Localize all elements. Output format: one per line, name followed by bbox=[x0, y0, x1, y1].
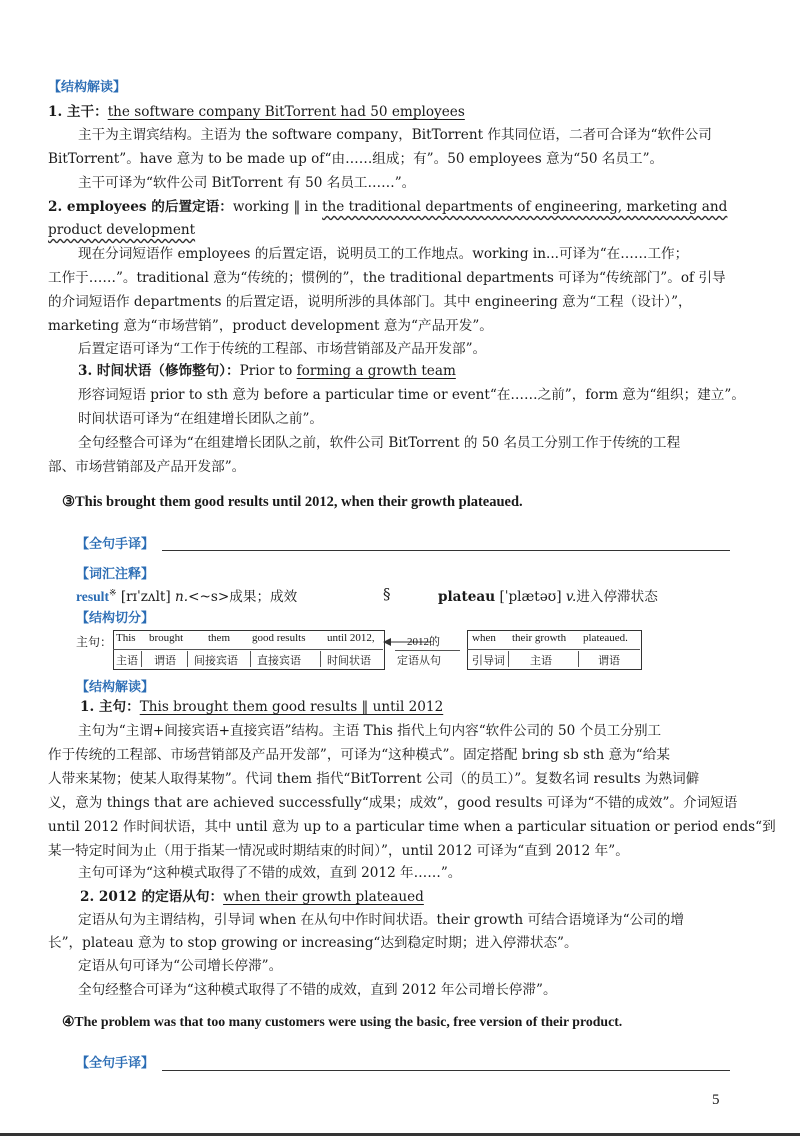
s1-line-2: BitTorrent”。have 意为 to be made up of“由……组成；有”。50 employees 意为“50 名员工”。 bbox=[48, 151, 664, 167]
s1-line-12: 部、市场营销部及产品开发部”。 bbox=[48, 459, 246, 475]
structure-split-tag: 【结构切分】 bbox=[76, 611, 155, 626]
main-cell-them: them bbox=[208, 632, 230, 644]
structure-analysis-tag-3: 【结构解读】 bbox=[76, 680, 155, 695]
s1-line-5: 工作于……”。traditional 意为“传统的；惯例的”，the traditional departments 可译为“传统部门”。of 引导 bbox=[48, 270, 726, 286]
structure-analysis-tag: 【结构解读】 bbox=[48, 80, 127, 95]
full-translation-tag-4: 【全句手译】 bbox=[76, 1056, 155, 1071]
main-cell-this: This bbox=[116, 632, 136, 644]
sub-cell-their-growth: their growth bbox=[512, 632, 567, 644]
vocab-tag: 【词汇注释】 bbox=[76, 567, 155, 582]
s3-line-7: 主句可译为“这种模式取得了不错的成效，直到 2012 年……”。 bbox=[78, 865, 462, 881]
vocab-plateau-pos: v. bbox=[565, 589, 577, 605]
s1-line-8: 后置定语可译为“工作于传统的工程部、市场营销部及产品开发部”。 bbox=[78, 341, 487, 357]
point-2-postmodifier bbox=[48, 196, 738, 218]
point-2-text-c: product development bbox=[48, 222, 196, 238]
sentence-4-text: The problem was that too many customers were using the basic, free version of their product. bbox=[74, 1014, 623, 1029]
sub-sep-1 bbox=[508, 651, 509, 667]
s3-line-9: 长”，plateau 意为 to stop growing or increasing“达到稳定时期；进入停滞状态”。 bbox=[48, 935, 578, 951]
point-1-label: 1. 主干： bbox=[48, 104, 108, 120]
vocab-plateau-ipa: [ˈplætəʊ] bbox=[499, 589, 562, 605]
s3-line-8: 定语从句为主谓结构，引导词 when 在从句中作时间状语。their growth 可结合语境译为“公司的增 bbox=[78, 912, 684, 928]
vocab-result-word: result bbox=[76, 589, 109, 604]
translation-line-4[interactable] bbox=[162, 1070, 730, 1071]
s1-line-11: 全句经整合可译为“在组建增长团队之前，软件公司 BitTorrent 的 50 名员工分别工作于传统的工程 bbox=[78, 435, 681, 451]
vocab-result-pos: n. bbox=[175, 589, 189, 605]
section-icon: § bbox=[383, 585, 391, 603]
point-2-continued bbox=[48, 219, 738, 241]
s1-line-4: 现在分词短语作 employees 的后置定语，说明员工的工作地点。working in...可译为“在……工作； bbox=[78, 246, 689, 262]
mid-divider bbox=[395, 650, 460, 651]
main-role-direct-object: 直接宾语 bbox=[257, 654, 301, 667]
sub-role-subject: 主语 bbox=[530, 654, 552, 667]
point-2-label: 2. employees 的后置定语： bbox=[48, 199, 233, 215]
sub-sep-2 bbox=[578, 651, 579, 667]
sentence-3-number: ③ bbox=[62, 494, 75, 510]
s3-line-6: 某一特定时间为止（用于指某一情况或时期结束的时间）”，until 2012 可译为“直到 2012 年”。 bbox=[48, 843, 629, 859]
main-clause-divider bbox=[113, 649, 383, 650]
vocab-plateau-word: plateau bbox=[438, 589, 496, 605]
sentence-3 bbox=[62, 494, 523, 511]
s3-point-2 bbox=[80, 886, 770, 908]
point-2-text-a: working ‖ in bbox=[232, 199, 323, 215]
s1-line-7: marketing 意为“市场营销”，product development 意为“产品开发”。 bbox=[48, 318, 493, 334]
bottom-rule bbox=[0, 1133, 800, 1136]
mid-role-attributive-clause: 定语从句 bbox=[397, 654, 441, 667]
vocab-result-def: <~s>成果；成效 bbox=[188, 589, 298, 605]
mid-cell-2012: 2012的 bbox=[407, 636, 440, 648]
vocab-result-ipa: [rɪˈzʌlt] bbox=[120, 589, 171, 605]
point-3-text-a: Prior to bbox=[239, 363, 297, 379]
vocab-result bbox=[76, 585, 297, 605]
main-cell-brought: brought bbox=[149, 632, 184, 644]
main-cell-until-2012: until 2012, bbox=[327, 632, 375, 644]
main-role-adverbial: 时间状语 bbox=[327, 654, 371, 667]
s3-line-1: 主句为“主谓+间接宾语+直接宾语”结构。主语 This 指代上句内容“软件公司的 50 个员工分别工 bbox=[78, 723, 662, 739]
main-role-predicate: 谓语 bbox=[154, 654, 176, 667]
high-frequency-icon: ※ bbox=[108, 588, 117, 599]
main-sep-3 bbox=[250, 651, 251, 667]
point-3-text-b: forming a growth team bbox=[296, 363, 456, 379]
point-2-text-b: the traditional departments of engineering, marketing and bbox=[322, 199, 728, 215]
sentence-4-number: ④ bbox=[62, 1014, 75, 1029]
main-clause-label: 主句： bbox=[76, 635, 113, 649]
full-translation-tag-3: 【全句手译】 bbox=[76, 537, 155, 552]
s3-line-4: 义，意为 things that are achieved successfully“成果；成效”，good results 可译为“不错的成效”。介词短语 bbox=[48, 795, 738, 811]
page-number: 5 bbox=[712, 1092, 720, 1108]
s3-point-2-text: when their growth plateaued bbox=[223, 889, 424, 905]
main-cell-good-results: good results bbox=[252, 632, 306, 644]
sub-cell-plateaued: plateaued. bbox=[583, 632, 628, 644]
sub-cell-when: when bbox=[472, 632, 496, 644]
s1-line-10: 时间状语可译为“在组建增长团队之前”。 bbox=[78, 411, 323, 427]
main-sep-4 bbox=[320, 651, 321, 667]
point-3-label: 3. 时间状语（修饰整句）： bbox=[78, 363, 240, 379]
sub-clause-divider bbox=[467, 649, 640, 650]
s1-line-9: 形容词短语 prior to sth 意为 before a particular time or event“在……之前”，form 意为“组织；建立”。 bbox=[78, 387, 745, 403]
s3-line-2: 作于传统的工程部、市场营销部及产品开发部”，可译为“这种模式”。固定搭配 bring sb sth 意为“给某 bbox=[48, 747, 670, 763]
s1-line-3: 主干可译为“软件公司 BitTorrent 有 50 名员工……”。 bbox=[78, 175, 416, 191]
sub-role-predicate: 谓语 bbox=[598, 654, 620, 667]
translation-line-3[interactable] bbox=[162, 550, 730, 551]
s1-line-1: 主干为主谓宾结构。主语为 the software company，BitTorrent 作其同位语，二者可合译为“软件公司 bbox=[78, 127, 712, 143]
main-role-indirect-object: 间接宾语 bbox=[194, 654, 238, 667]
s3-line-5: until 2012 作时间状语，其中 until 意为 up to a particular time when a particular situation or period ends“到 bbox=[48, 819, 776, 835]
point-1-text: the software company BitTorrent had 50 employees bbox=[107, 104, 465, 120]
vocab-plateau-def: 进入停滞状态 bbox=[576, 589, 658, 605]
s3-point-2-label: 2. 2012 的定语从句： bbox=[80, 889, 224, 905]
s3-point-1-text: This brought them good results ‖ until 2012 bbox=[139, 699, 444, 715]
s3-line-10: 定语从句可译为“公司增长停滞”。 bbox=[78, 958, 283, 974]
point-1-trunk bbox=[48, 101, 738, 123]
point-3-time-adverbial bbox=[78, 360, 738, 382]
s3-point-1 bbox=[80, 696, 770, 718]
main-sep-1 bbox=[141, 651, 142, 667]
s3-point-1-label: 1. 主句： bbox=[80, 699, 140, 715]
main-sep-2 bbox=[187, 651, 188, 667]
sub-role-connector: 引导词 bbox=[472, 654, 505, 667]
sentence-4 bbox=[62, 1014, 622, 1030]
vocab-plateau bbox=[438, 585, 658, 605]
s3-line-11: 全句经整合可译为“这种模式取得了不错的成效，直到 2012 年公司增长停滞”。 bbox=[78, 982, 557, 998]
sentence-3-text: This brought them good results until 2012, when their growth plateaued. bbox=[75, 494, 523, 510]
s1-line-6: 的介词短语作 departments 的后置定语，说明所涉的具体部门。其中 engineering 意为“工程（设计）”， bbox=[48, 294, 692, 310]
main-role-subject: 主语 bbox=[116, 654, 138, 667]
s3-line-3: 人带来某物；使某人取得某物”。代词 them 指代“BitTorrent 公司（的员工）”。复数名词 results 为熟词僻 bbox=[48, 771, 700, 787]
